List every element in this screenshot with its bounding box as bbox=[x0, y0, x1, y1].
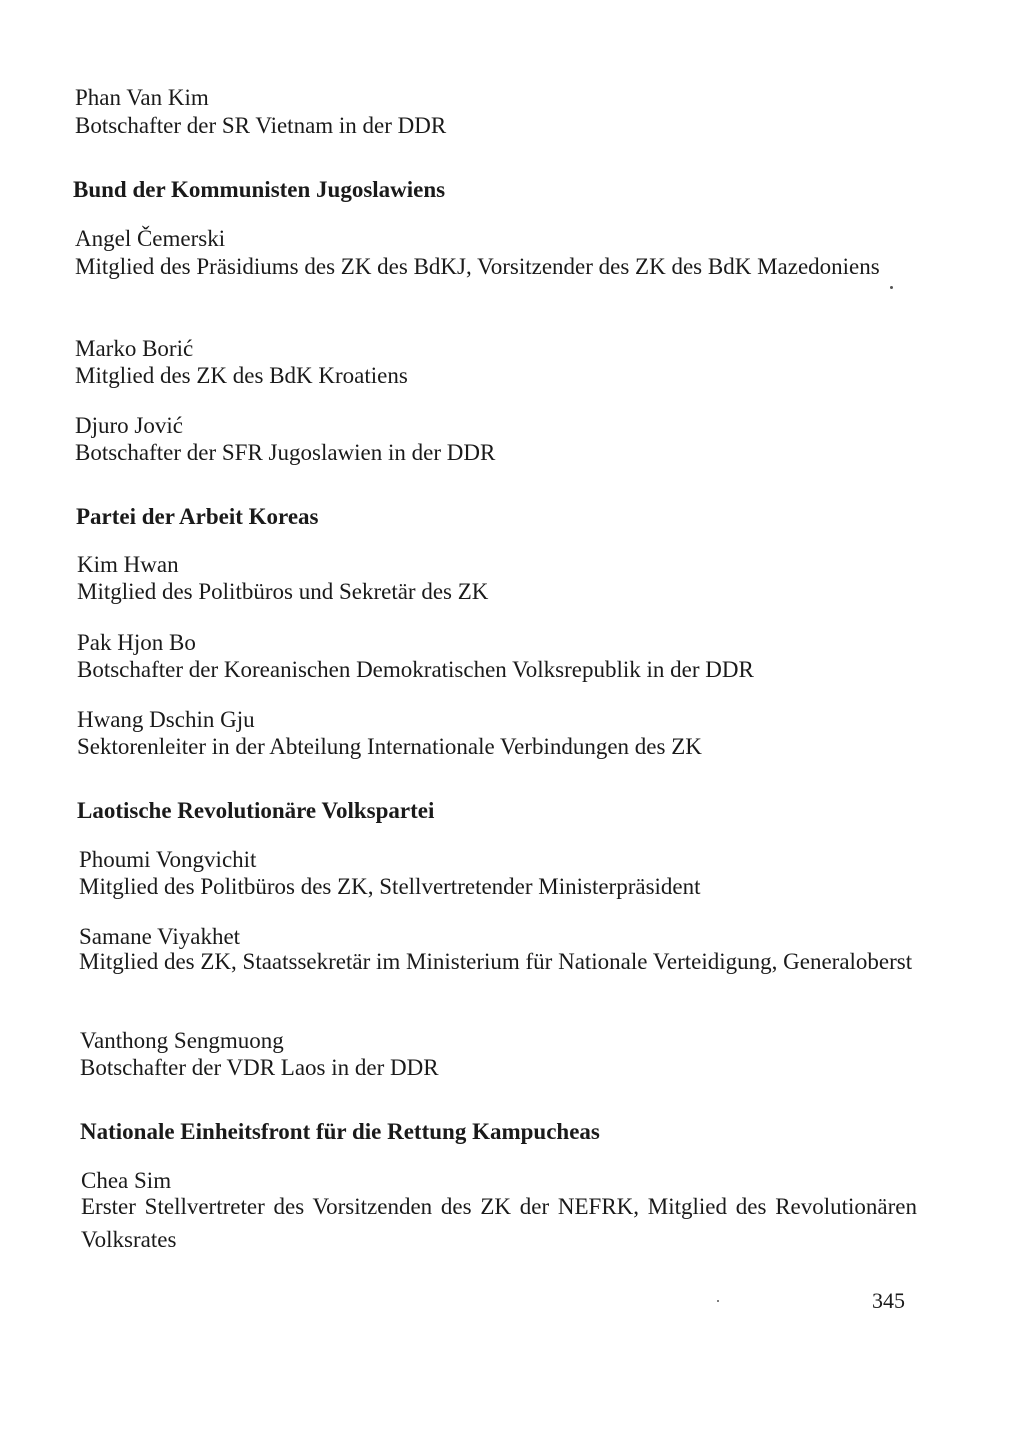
person-name: Phoumi Vongvichit bbox=[79, 847, 257, 872]
person-role: Botschafter der Koreanischen Demokratischen Volksrepublik in der DDR bbox=[77, 657, 754, 682]
section-heading: Bund der Kommunisten Jugoslawiens bbox=[73, 177, 446, 202]
section-heading: Laotische Revolutionäre Volkspartei bbox=[77, 798, 435, 823]
person-name: Djuro Jović bbox=[75, 413, 183, 438]
person-role: Botschafter der SR Vietnam in der DDR bbox=[75, 113, 447, 138]
person-role: Botschafter der SFR Jugoslawien in der DDR bbox=[75, 440, 496, 465]
person-name: Chea Sim bbox=[81, 1168, 172, 1193]
scan-speck bbox=[717, 1300, 719, 1302]
person-name: Vanthong Sengmuong bbox=[80, 1028, 284, 1053]
person-name: Phan Van Kim bbox=[75, 85, 209, 110]
scan-speck bbox=[890, 286, 893, 289]
section-heading: Partei der Arbeit Koreas bbox=[76, 504, 319, 529]
person-name: Marko Borić bbox=[75, 336, 194, 361]
person-name: Angel Čemerski bbox=[75, 226, 226, 251]
person-role: Mitglied des Präsidiums des ZK des BdKJ, Vorsitzender des ZK des BdK Mazedoniens bbox=[75, 254, 880, 279]
person-role: Mitglied des ZK, Staatssekretär im Ministerium für Nationale Verteidigung, Generaloberst bbox=[79, 949, 913, 974]
person-name: Pak Hjon Bo bbox=[77, 630, 196, 655]
person-name: Hwang Dschin Gju bbox=[77, 707, 255, 732]
section-heading: Nationale Einheitsfront für die Rettung Kampucheas bbox=[80, 1119, 600, 1144]
person-role: Sektorenleiter in der Abteilung Internationale Verbindungen des ZK bbox=[77, 734, 702, 759]
person-role: Botschafter der VDR Laos in der DDR bbox=[80, 1055, 439, 1080]
page-number: 345 bbox=[872, 1288, 905, 1313]
person-role: Mitglied des Politbüros und Sekretär des ZK bbox=[77, 579, 489, 604]
person-role: Mitglied des ZK des BdK Kroatiens bbox=[75, 363, 408, 388]
person-name: Kim Hwan bbox=[77, 552, 179, 577]
person-name: Samane Viyakhet bbox=[79, 924, 241, 949]
person-role: Erster Stellvertreter des Vorsitzenden des ZK der NEFRK, Mitglied des Revolutionären Volksrates bbox=[81, 1194, 917, 1252]
person-role: Mitglied des Politbüros des ZK, Stellvertretender Ministerpräsident bbox=[79, 874, 701, 899]
